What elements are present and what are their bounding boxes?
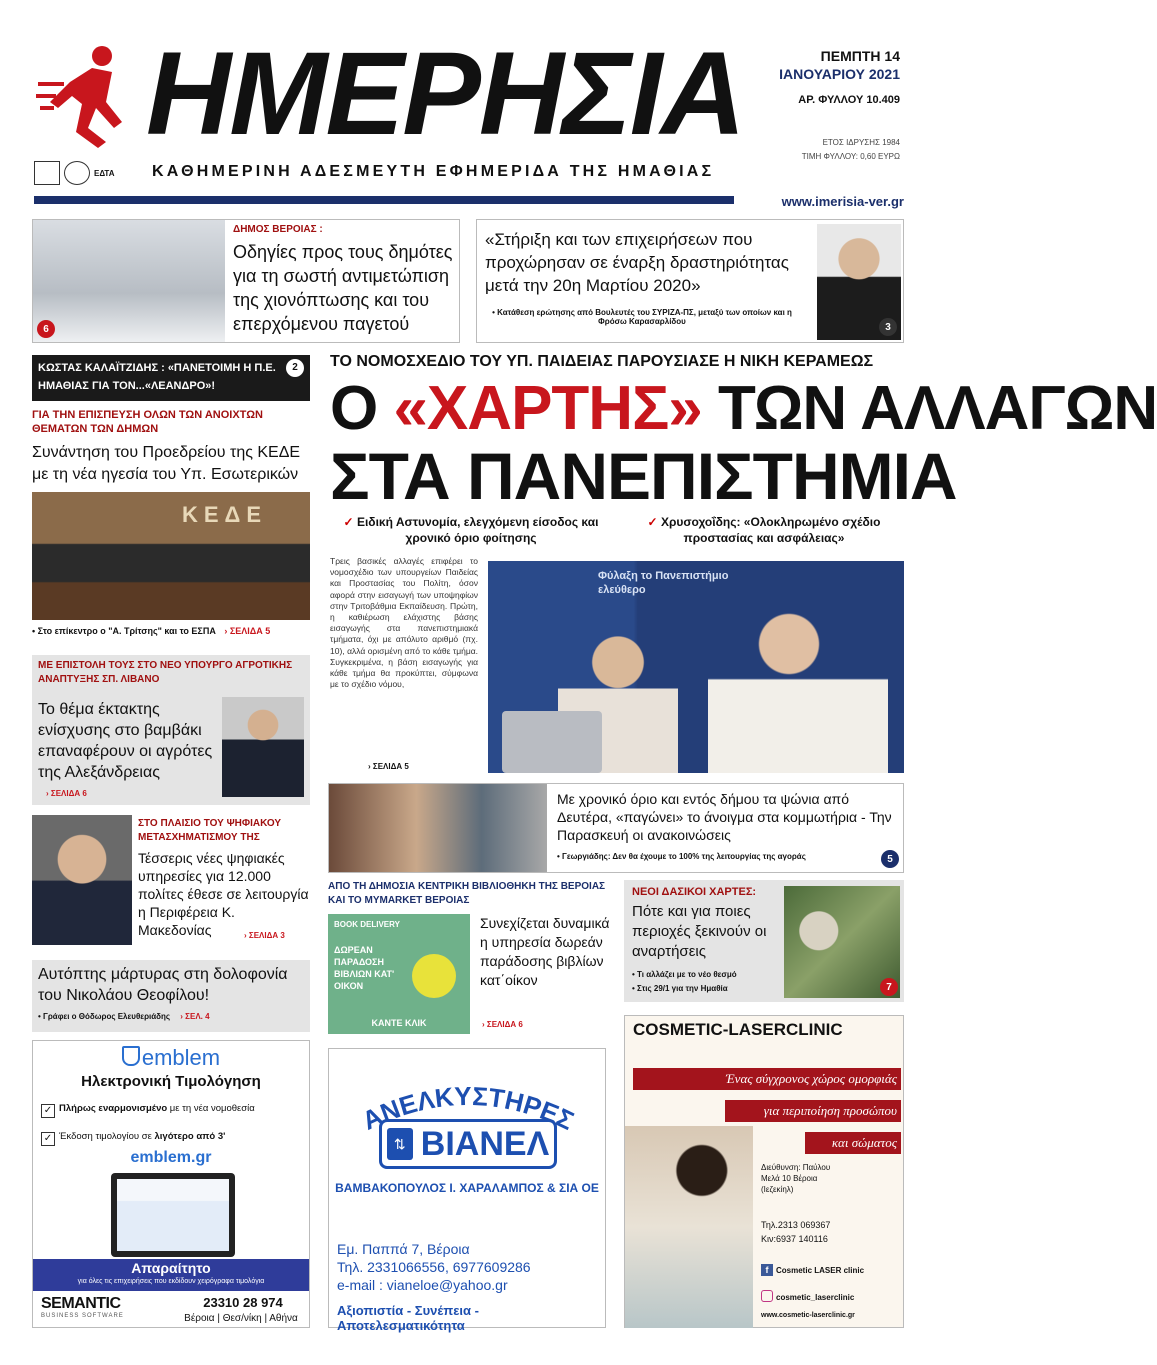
masthead-rule xyxy=(34,196,734,204)
laser-ad[interactable] xyxy=(624,1015,904,1328)
page-badge: 5 xyxy=(881,850,899,868)
farmers-story[interactable] xyxy=(32,655,310,805)
story-text: Οδηγίες προς τους δημότες για τη σωστή αντιμετώπιση της χιονόπτωσης και του επερχόμενου παγετού xyxy=(233,242,453,334)
checkbox-icon: ✓ xyxy=(41,1132,55,1146)
witness-story[interactable] xyxy=(32,960,310,1032)
logo-edta: ΕΔΤΑ xyxy=(94,168,115,178)
digital-text: Τέσσερις νέες ψηφιακές υπηρεσίες για 12.000 πολίτες έθεσε σε λειτουργία η Περιφέρεια Κ. Μακεδονίας xyxy=(138,850,309,938)
laser-title: COSMETIC-LASERCLINIC xyxy=(633,1020,843,1039)
semantic-name: SEMANTIC xyxy=(41,1295,121,1312)
digital-kicker: ΣΤΟ ΠΛΑΙΣΙΟ ΤΟΥ ΨΗΦΙΑΚΟΥ ΜΕΤΑΣΧΗΜΑΤΙΣΜΟΥ ΤΗΣ xyxy=(138,818,282,843)
semantic-sub: BUSINESS SOFTWARE xyxy=(41,1313,124,1319)
lead-headline-2[interactable]: ΣΤΑ ΠΑΝΕΠΙΣΤΗΜΙΑ xyxy=(330,439,957,513)
emblem-title: Ηλεκτρονική Τιμολόγηση xyxy=(81,1073,261,1090)
quote-caption: • Κατάθεση ερώτησης από Βουλευτές του ΣΥΡΙΖΑ-ΠΣ, μεταξύ των οποίων και η Φρόσω Καρασαρλίδου xyxy=(492,308,792,326)
shops-text: Με χρονικό όριο και εντός δήμου τα ψώνια από Δευτέρα, «παγώνει» το άνοιγμα στα κομμωτήρια - Την Παρασκευή οι ανακοινώσεις xyxy=(557,791,892,843)
emblem-check-1 xyxy=(41,1103,307,1118)
check-2-bold: λιγότερο από 3' xyxy=(154,1131,226,1142)
masthead-issue: ΑΡ. ΦΥΛΛΟΥ 10.409 xyxy=(798,94,900,106)
forest-text: Πότε και για ποιες περιοχές ξεκινούν οι αναρτήσεις xyxy=(632,903,767,960)
vianel-email[interactable]: e-mail : vianeloe@yahoo.gr xyxy=(337,1277,508,1293)
quote-text: «Στήριξη και των επιχειρήσεων που προχώρησαν σε έναρξη δραστηριότητας μετά την 20η Μαρτίου 2020» xyxy=(485,230,789,295)
emblem-cities: Βέροια | Θεσ/νίκη | Αθήνα xyxy=(184,1313,298,1324)
banner-title: Απαραίτητο xyxy=(131,1260,211,1276)
laser-slogan-2: για περιποίηση προσώπου xyxy=(725,1100,901,1122)
shops-caption: • Γεωργιάδης: Δεν θα έχουμε το 100% της λειτουργίας της αγοράς xyxy=(557,852,806,861)
lead-kicker: ΤΟ ΝΟΜΟΣΧΕΔΙΟ ΤΟΥ ΥΠ. ΠΑΙΔΕΙΑΣ ΠΑΡΟΥΣΙΑΣΕ Η ΝΙΚΗ ΚΕΡΑΜΕΩΣ xyxy=(330,353,874,370)
lead-sub-right xyxy=(624,514,904,546)
top-right-story[interactable] xyxy=(476,219,904,343)
kalaitzidis-text: ΚΩΣΤΑΣ ΚΑΛΑΪΤΖΙΔΗΣ : «ΠΑΝΕΤΟΙΜΗ Η Π.Ε. ΗΜΑΘΙΑΣ ΓΙΑ ΤΟΝ...«ΛΕΑΝΔΡΟ»! xyxy=(38,362,276,392)
fb-text: Cosmetic LASER clinic xyxy=(776,1266,865,1275)
laser-web[interactable]: www.cosmetic-laserclinic.gr xyxy=(761,1312,855,1319)
witness-caption: • Γράφει ο Θόδωρος Ελευθεριάδης xyxy=(38,1012,171,1021)
runner-logo xyxy=(36,42,136,150)
emblem-url[interactable]: emblem.gr xyxy=(130,1149,212,1166)
digital-page: › ΣΕΛΙΔΑ 3 xyxy=(244,931,285,940)
governor-photo xyxy=(32,815,132,945)
lead-body: Τρεις βασικές αλλαγές επιφέρει το νομοσχέδιο των υπουργείων Παιδείας και Προστασίας του Πολίτη, όσον αφορά στην εισαγωγή των υποψηφίων στην Τριτοβάθμια Εκπαίδευση. Πρώτη, η καθιέρωση ελάχιστης βάσης εισαγωγής στα πανεπιστημιακά τμήματα, όχι με απόλυτο αριθμό (πχ. 10), αλλά ορισμένη από το κάθε τμήμα. Συγκεκριμένα, η βάση εισαγωγής για κάθε τμήμα θα προκύπτει, σύμφωνα με το σχέδιο νόμου, xyxy=(330,556,478,690)
sub-right-text: Χρυσοχοΐδης: «Ολοκληρωμένο σχέδιο προστασίας και ασφάλειας» xyxy=(660,515,881,545)
library-image xyxy=(328,914,470,1034)
check-1-bold: Πλήρως εναρμονισμένο xyxy=(59,1103,168,1114)
masthead-day: ΠΕΜΠΤΗ 14 xyxy=(820,48,900,64)
forest-b1: • Τι αλλάζει με το νέο θεσμό xyxy=(632,970,737,979)
vianel-phone: Τηλ. 2331066556, 6977609286 xyxy=(337,1259,531,1275)
masthead-subtitle: ΚΑΘΗΜΕΡΙΝΗ ΑΔΕΣΜΕΥΤΗ ΕΦΗΜΕΡΙΔΑ ΤΗΣ ΗΜΑΘΙΑΣ xyxy=(152,163,715,180)
img-bottom: ΚΑΝΤΕ ΚΛΙΚ xyxy=(371,1018,427,1028)
vianel-logo-text: ΒΙΑΝΕΛ xyxy=(420,1124,550,1163)
page-badge: 2 xyxy=(286,359,304,377)
website-link[interactable]: www.imerisia-ver.gr xyxy=(781,194,904,209)
vianel-company: ΒΑΜΒΑΚΟΠΟΥΛΟΣ Ι. ΧΑΡΑΛΑΜΠΟΣ & ΣΙΑ ΟΕ xyxy=(335,1181,599,1195)
portrait-photo xyxy=(817,224,901,340)
kede-sign: ΚΕΔΕ xyxy=(182,502,268,527)
logo-box-1 xyxy=(34,161,60,185)
clinic-photo xyxy=(625,1126,753,1328)
masthead-price: ΤΙΜΗ ΦΥΛΛΟΥ: 0,60 ΕΥΡΩ xyxy=(801,152,900,161)
forest-story[interactable] xyxy=(624,880,904,1002)
witness-page: › ΣΕΛ. 4 xyxy=(180,1012,210,1021)
laser-fb-row[interactable] xyxy=(761,1264,864,1276)
person-right xyxy=(708,601,888,773)
library-page: › ΣΕΛΙΔΑ 6 xyxy=(482,1020,523,1029)
shops-photo xyxy=(329,784,547,872)
minister-photo xyxy=(222,697,304,797)
page-badge: 7 xyxy=(880,978,898,996)
laptop xyxy=(502,711,602,773)
kede-caption: • Στο επίκεντρο ο "Α. Τρίτσης" και το ΕΣΠΑ xyxy=(32,626,216,636)
check-1-rest: με τη νέα νομοθεσία xyxy=(167,1103,255,1114)
farmers-text: Το θέμα έκτακτης ενίσχυσης στο βαμβάκι επαναφέρουν οι αγρότες της Αλεξάνδρειας xyxy=(38,701,213,781)
kede-caption-row xyxy=(32,626,310,636)
library-kicker: ΑΠΟ ΤΗ ΔΗΜΟΣΙΑ ΚΕΝΤΡΙΚΗ ΒΙΒΛΙΟΘΗΚΗ ΤΗΣ ΒΕΡΟΙΑΣ ΚΑΙ ΤΟ MYMARKET ΒΕΡΟΙΑΣ xyxy=(328,881,606,906)
laser-tel: Τηλ.2313 069367 xyxy=(761,1220,831,1230)
sub-left-text: Ειδική Αστυνομία, ελεγχόμενη είσοδος και χρονικό όριο φοίτησης xyxy=(356,515,599,545)
arc-text: ΑΝΕΛΚΥΣΤΗΡΕΣ xyxy=(357,1080,579,1136)
kerameos-photo xyxy=(488,561,904,773)
masthead-founded: ΕΤΟΣ ΙΔΡΥΣΗΣ 1984 xyxy=(822,138,900,147)
top-left-story[interactable] xyxy=(32,219,460,343)
masthead-title: ΗΜΕΡΗΣΙΑ xyxy=(146,28,744,160)
elevator-icon: ⇅ xyxy=(387,1128,413,1160)
checkbox-icon: ✓ xyxy=(41,1104,55,1118)
emblem-logo-text: emblem xyxy=(141,1045,221,1070)
img-top: BOOK DELIVERY xyxy=(334,920,400,929)
farmers-kicker: ΜΕ ΕΠΙΣΤΟΛΗ ΤΟΥΣ ΣΤΟ ΝΕΟ ΥΠΟΥΡΓΟ ΑΓΡΟΤΙΚΗΣ ΑΝΑΠΤΥΞΗΣ ΣΠ. ΛΙΒΑΝΟ xyxy=(38,660,293,685)
forest-kicker: ΝΕΟΙ ΔΑΣΙΚΟΙ ΧΑΡΤΕΣ: xyxy=(632,886,757,898)
shops-story[interactable] xyxy=(328,783,904,873)
laser-mob: Κιν:6937 140116 xyxy=(761,1234,828,1244)
check-icon: ✓ xyxy=(647,515,658,529)
vianel-logo xyxy=(379,1119,557,1169)
witness-text: Αυτόπτης μάρτυρας στη δολοφονία του Νικολάου Θεοφίλου! xyxy=(38,966,288,1004)
emblem-check-2 xyxy=(41,1131,307,1146)
snow-photo xyxy=(33,220,225,342)
check-2-rest: Έκδοση τιμολογίου σε xyxy=(59,1131,155,1142)
ig-text: cosmetic_laserclinic xyxy=(776,1293,855,1302)
digital-story[interactable] xyxy=(32,815,310,947)
emblem-ad[interactable] xyxy=(32,1040,310,1328)
headline-part-c: ΤΩΝ ΑΛΛΑΓΩΝ xyxy=(701,374,1157,443)
page-badge: 3 xyxy=(879,318,897,336)
headline-part-a: Ο xyxy=(330,374,394,443)
kede-photo xyxy=(32,492,310,620)
vianel-ad[interactable] xyxy=(328,1048,606,1333)
kede-text[interactable]: Συνάντηση του Προεδρείου της ΚΕΔΕ με τη νέα ηγεσία του Υπ. Εσωτερικών xyxy=(32,444,301,483)
masthead-date: ΙΑΝΟΥΑΡΙΟΥ 2021 xyxy=(779,66,900,82)
emblem-phone: 23310 28 974 xyxy=(203,1295,283,1310)
instagram-icon xyxy=(761,1290,773,1302)
laptop-screen xyxy=(111,1173,235,1257)
lead-headline-1[interactable] xyxy=(330,374,1157,443)
scooter-icon xyxy=(412,954,456,998)
lead-page: › ΣΕΛΙΔΑ 5 xyxy=(368,762,409,771)
kede-page: › ΣΕΛΙΔΑ 5 xyxy=(224,626,271,636)
logo-box-2 xyxy=(64,161,90,185)
headline-part-b: «ΧΑΡΤΗΣ» xyxy=(393,374,702,443)
facebook-icon: f xyxy=(761,1264,773,1276)
img-mid: ΔΩΡΕΑΝ ΠΑΡΑΔΟΣΗ ΒΙΒΛΙΩΝ ΚΑΤ' ΟΙΚΟΝ xyxy=(334,945,395,991)
partner-logos xyxy=(34,160,134,186)
check-icon: ✓ xyxy=(343,515,354,529)
semantic-logo xyxy=(41,1295,124,1319)
library-text[interactable]: Συνεχίζεται δυναμικά η υπηρεσία δωρεάν παράδοσης βιβλίων κατ΄οίκον xyxy=(480,915,610,988)
laser-slogan-1: Ένας σύγχρονος χώρος ομορφιάς xyxy=(633,1068,901,1090)
lead-sub-left xyxy=(330,514,612,546)
farmers-page: › ΣΕΛΙΔΑ 6 xyxy=(46,789,87,798)
banner-sub: για όλες τις επιχειρήσεις που εκδίδουν χειρόγραφα τιμολόγια xyxy=(77,1278,265,1285)
page-badge: 6 xyxy=(37,320,55,338)
laser-address: Διεύθυνση: Παύλου Μελά 10 Βέροια (Ιεζεκίηλ) xyxy=(761,1163,831,1194)
forest-b2: • Στις 29/1 για την Ημαθία xyxy=(632,984,728,993)
kede-kicker: ΓΙΑ ΤΗΝ ΕΠΙΣΠΕΥΣΗ ΟΛΩΝ ΤΩΝ ΑΝΟΙΧΤΩΝ ΘΕΜΑΤΩΝ ΤΩΝ ΔΗΜΩΝ xyxy=(32,409,263,435)
screen-text: Φύλαξη το Πανεπιστήμιο ελεύθερο xyxy=(598,570,729,596)
laser-slogan-3: και σώματος xyxy=(805,1132,901,1154)
vianel-address: Εμ. Παππά 7, Βέροια xyxy=(337,1241,470,1257)
emblem-banner xyxy=(33,1259,309,1291)
shield-icon xyxy=(122,1046,140,1066)
forest-map xyxy=(784,886,900,998)
kalaitzidis-bar[interactable] xyxy=(32,355,310,401)
vianel-slogan: Αξιοπιστία - Συνέπεια - Αποτελεσματικότητα xyxy=(337,1303,479,1333)
story-kicker: ΔΗΜΟΣ ΒΕΡΟΙΑΣ : xyxy=(233,224,323,235)
witness-caption-row xyxy=(38,1012,306,1021)
laser-ig-row[interactable] xyxy=(761,1290,854,1302)
emblem-logo xyxy=(33,1045,309,1071)
